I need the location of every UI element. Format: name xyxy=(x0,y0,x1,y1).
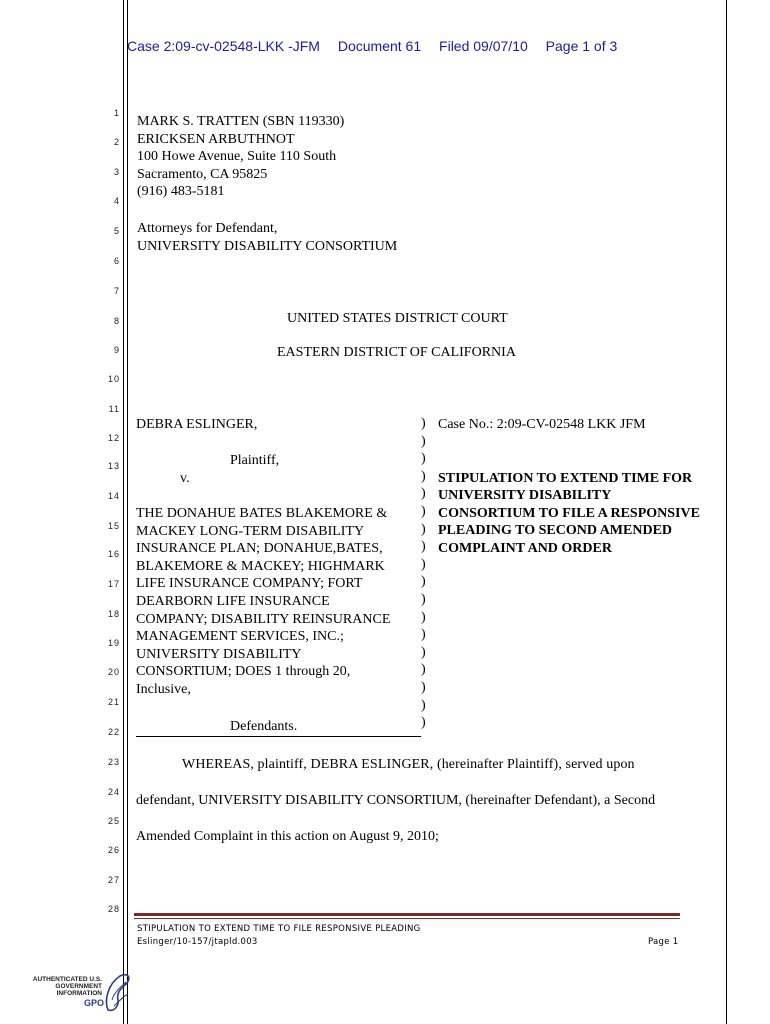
line-number: 16 xyxy=(107,549,120,559)
body-line-3: Amended Complaint in this action on August 9, 2010; xyxy=(136,829,439,844)
paren: ) xyxy=(421,433,426,449)
attorneys-for: Attorneys for Defendant, xyxy=(137,221,278,236)
line-number: 25 xyxy=(107,816,120,826)
defendant-line: COMPANY; DISABILITY REINSURANCE xyxy=(136,611,391,627)
line-number: 9 xyxy=(113,345,120,355)
defendant-line: MANAGEMENT SERVICES, INC.; xyxy=(136,629,344,645)
attorney-line: (916) 483-5181 xyxy=(137,184,225,200)
title-line: COMPLAINT AND ORDER xyxy=(438,541,612,556)
line-number: 18 xyxy=(107,609,120,619)
defendants-label: Defendants. xyxy=(230,719,298,734)
line-number: 8 xyxy=(113,316,120,326)
caption-parentheses xyxy=(421,415,426,732)
line-number: 15 xyxy=(107,521,120,531)
line-number: 26 xyxy=(107,845,120,855)
defendant-line: INSURANCE PLAN; DONAHUE,BATES, xyxy=(136,541,383,557)
title-line: UNIVERSITY DISABILITY xyxy=(438,488,612,504)
attorney-line: 100 Howe Avenue, Suite 110 South xyxy=(137,149,337,165)
attorney-line: Sacramento, CA 95825 xyxy=(137,166,268,182)
attorney-line: MARK S. TRATTEN (SBN 119330) xyxy=(137,114,345,129)
court-district: EASTERN DISTRICT OF CALIFORNIA xyxy=(277,345,516,360)
court-name: UNITED STATES DISTRICT COURT xyxy=(287,311,508,326)
line-number: 17 xyxy=(107,579,120,589)
body-line-1: WHEREAS, plaintiff, DEBRA ESLINGER, (hereinafter Plaintiff), served upon xyxy=(182,757,635,772)
defendant-line: Inclusive, xyxy=(136,682,191,697)
title-line: CONSORTIUM TO FILE A RESPONSIVE xyxy=(438,505,700,521)
footer-page: Page 1 xyxy=(648,937,679,947)
client-name: UNIVERSITY DISABILITY CONSORTIUM xyxy=(137,238,398,254)
line-number: 12 xyxy=(107,433,120,443)
plaintiff-name: DEBRA ESLINGER, xyxy=(136,417,258,432)
paren: ) xyxy=(421,574,426,590)
defendant-line: DEARBORN LIFE INSURANCE xyxy=(136,594,330,609)
right-margin-line xyxy=(726,0,727,1024)
versus: v. xyxy=(180,470,190,486)
defendant-line: THE DONAHUE BATES BLAKEMORE & xyxy=(136,506,388,521)
paren: ) xyxy=(421,662,426,678)
line-number: 1 xyxy=(113,108,120,118)
gpo-authentication-seal xyxy=(22,968,132,1018)
attorney-line: ERICKSEN ARBUTHNOT xyxy=(137,131,295,147)
line-number: 3 xyxy=(113,167,120,177)
line-number: 13 xyxy=(107,461,120,471)
title-line: PLEADING TO SECOND AMENDED xyxy=(438,523,673,539)
line-number: 22 xyxy=(107,727,120,737)
gpo-eagle-icon xyxy=(102,970,132,1015)
header-document: Document 61 xyxy=(337,38,422,54)
paren: ) xyxy=(421,521,426,537)
paren: ) xyxy=(421,679,426,695)
defendant-line: UNIVERSITY DISABILITY xyxy=(136,646,302,662)
paren: ) xyxy=(421,503,426,519)
defendant-line: MACKEY LONG-TERM DISABILITY xyxy=(136,523,365,539)
line-number: 20 xyxy=(107,667,120,677)
line-number: 11 xyxy=(108,404,120,414)
line-number: 10 xyxy=(107,374,120,384)
line-number: 27 xyxy=(107,875,120,885)
defendant-line: CONSORTIUM; DOES 1 through 20, xyxy=(136,664,351,680)
title-line: STIPULATION TO EXTEND TIME FOR xyxy=(438,470,693,486)
caption-underline xyxy=(136,736,421,737)
header-case: Case 2:09-cv-02548-LKK -JFM xyxy=(127,38,320,54)
case-number: Case No.: 2:09-CV-02548 LKK JFM xyxy=(438,417,646,432)
left-margin-line-inner xyxy=(127,0,128,1024)
line-number: 2 xyxy=(113,137,120,147)
line-number: 28 xyxy=(107,904,120,914)
paren: ) xyxy=(421,627,426,643)
filing-header xyxy=(127,38,631,54)
paren: ) xyxy=(421,451,426,467)
paren: ) xyxy=(421,715,426,731)
defendant-line: LIFE INSURANCE COMPANY; FORT xyxy=(136,576,363,592)
paren: ) xyxy=(421,468,426,484)
footer-rule-thin xyxy=(134,918,680,919)
paren: ) xyxy=(421,697,426,713)
line-number: 21 xyxy=(107,697,120,707)
line-number: 6 xyxy=(113,256,120,266)
line-number: 4 xyxy=(113,196,120,206)
line-number: 24 xyxy=(107,787,120,797)
defendant-line: BLAKEMORE & MACKEY; HIGHMARK xyxy=(136,558,385,574)
footer-rule-thick xyxy=(134,913,680,916)
line-number: 14 xyxy=(107,491,120,501)
paren: ) xyxy=(421,609,426,625)
line-number: 19 xyxy=(107,638,120,648)
paren: ) xyxy=(421,591,426,607)
seal-text: AUTHENTICATED U.S. GOVERNMENT INFORMATION xyxy=(32,976,102,997)
plaintiff-label: Plaintiff, xyxy=(230,453,280,468)
paren: ) xyxy=(421,486,426,502)
header-filed: Filed 09/07/10 xyxy=(439,38,528,54)
footer-title: STIPULATION TO EXTEND TIME TO FILE RESPONSIVE PLEADING xyxy=(137,924,421,934)
paren: ) xyxy=(421,416,426,431)
paren: ) xyxy=(421,644,426,660)
footer-ref: Eslinger/10-157/jtapld.003 xyxy=(137,937,258,947)
line-number: 5 xyxy=(113,226,120,236)
paren: ) xyxy=(421,539,426,555)
paren: ) xyxy=(421,556,426,572)
body-line-2: defendant, UNIVERSITY DISABILITY CONSORTIUM, (hereinafter Defendant), a Second xyxy=(136,793,656,808)
header-page: Page 1 of 3 xyxy=(545,38,618,54)
line-number: 7 xyxy=(113,286,120,296)
line-number: 23 xyxy=(107,757,120,767)
gpo-mark: GPO xyxy=(84,998,105,1008)
left-margin-line-outer xyxy=(123,0,124,1024)
